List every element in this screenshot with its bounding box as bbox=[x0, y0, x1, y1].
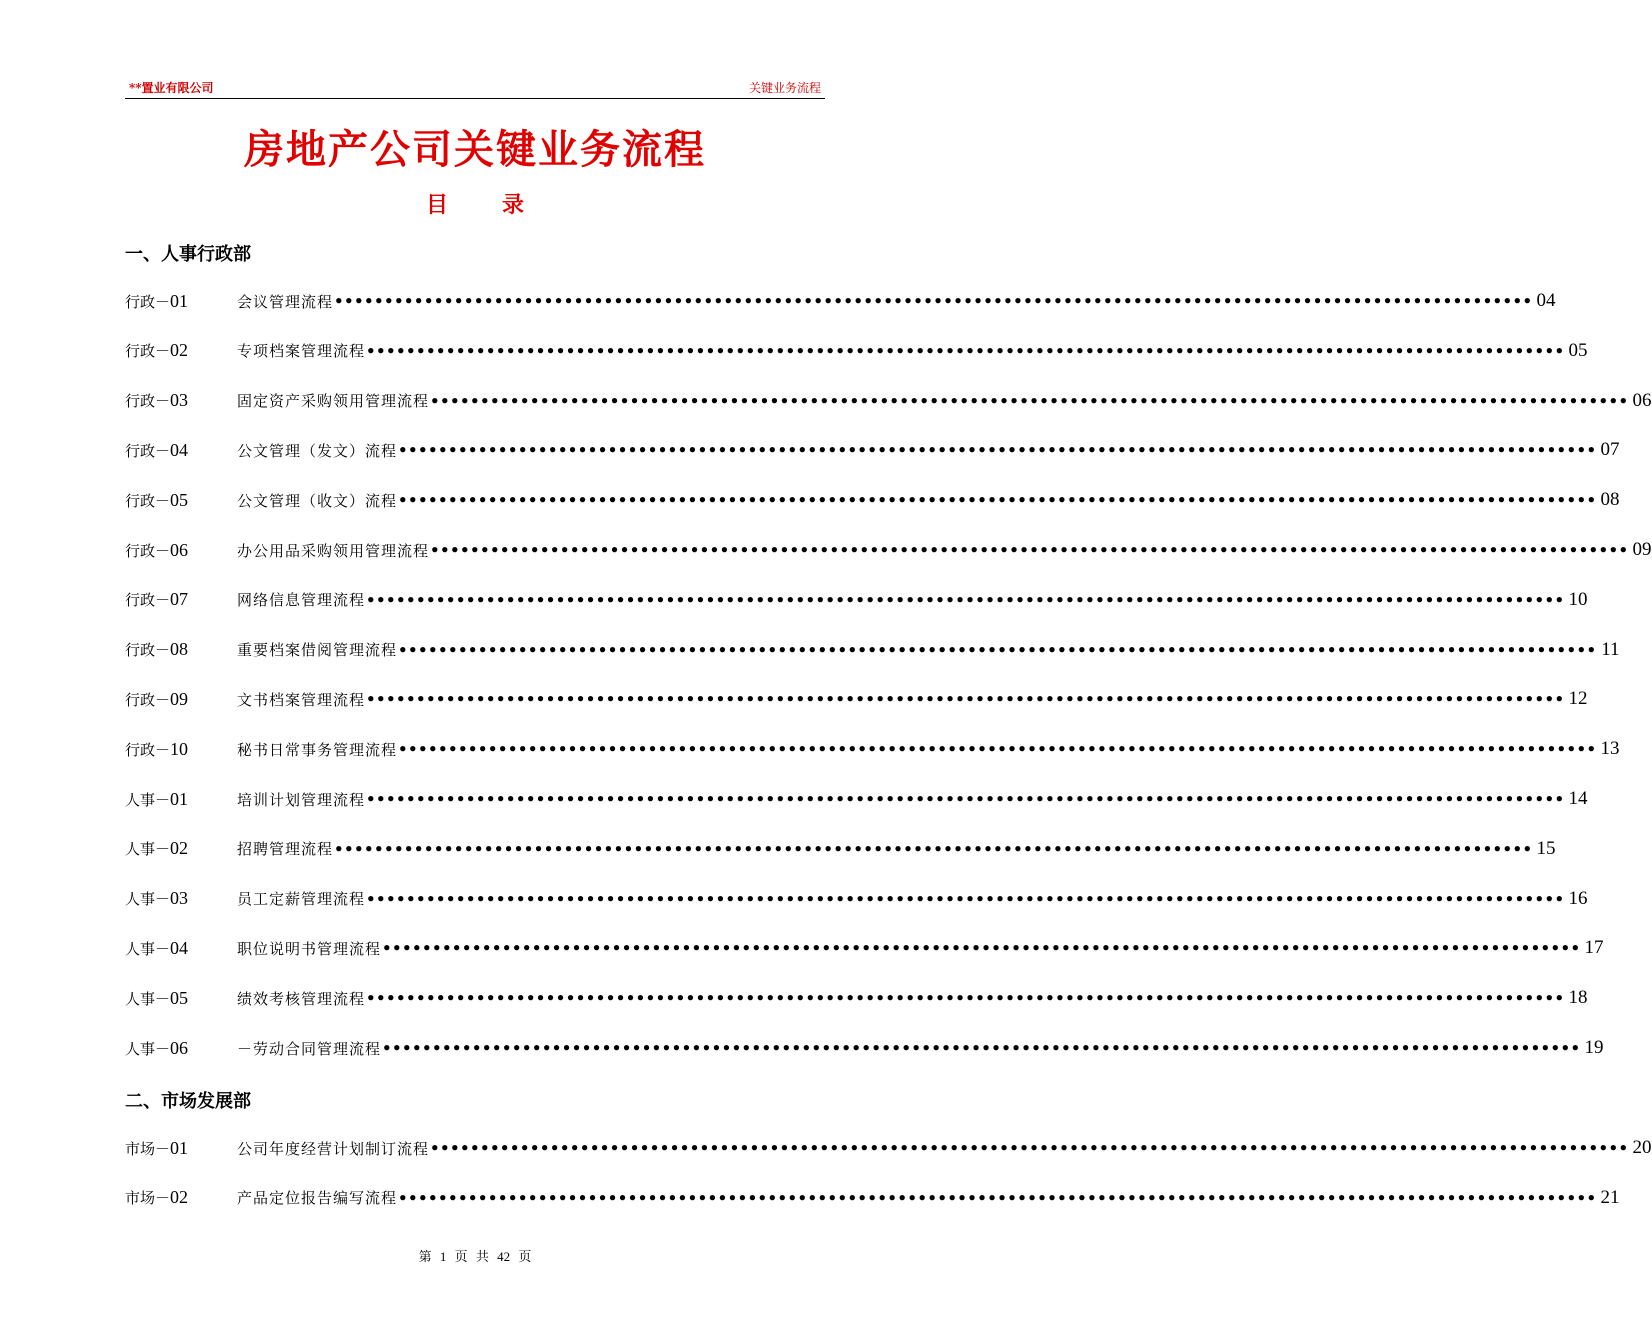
page-header bbox=[125, 76, 825, 99]
toc-entry-prefix: 人事－ bbox=[125, 890, 171, 909]
dot-leader: •••••••••••••••••••••••••••••••••••••••••••••••••••••••••••••••••••••••••••••••••••••••••••••••••••••••••••••••••••••••• bbox=[398, 1188, 1597, 1207]
toc-entry-code bbox=[125, 1138, 237, 1159]
toc-entry-number: 04 bbox=[170, 439, 189, 460]
toc-entry-title: 办公用品采购领用管理流程 bbox=[237, 541, 430, 560]
toc-entry-code bbox=[125, 1187, 237, 1208]
toc-entry-title: 文书档案管理流程 bbox=[237, 690, 366, 709]
toc-entry-page: 16 bbox=[1568, 887, 1588, 909]
toc-entry-number: 02 bbox=[170, 1187, 189, 1208]
toc-entry[interactable] bbox=[125, 887, 1588, 911]
toc-entry-title: 固定资产采购领用管理流程 bbox=[237, 392, 430, 411]
toc-entry-code bbox=[125, 988, 237, 1009]
toc-entry-title: 公文管理（收文）流程 bbox=[237, 491, 398, 510]
toc-entry-code bbox=[125, 589, 237, 610]
toc-entry-prefix: 人事－ bbox=[125, 939, 171, 958]
toc-entry-code bbox=[125, 390, 237, 411]
toc-entry-code bbox=[125, 838, 237, 859]
toc-entry-number: 05 bbox=[170, 987, 189, 1008]
toc-entry-page: 04 bbox=[1536, 290, 1556, 311]
dot-leader: •••••••••••••••••••••••••••••••••••••••••••••••••••••••••••••••••••••••••••••••••••••••••••••••••••••••••••••••••••••••• bbox=[398, 640, 1597, 659]
section-heading-hr-admin: 一、人事行政部 bbox=[125, 244, 251, 265]
section-heading-marketing: 二、市场发展部 bbox=[125, 1091, 251, 1112]
toc-entry-prefix: 人事－ bbox=[125, 989, 171, 1008]
toc-entry[interactable] bbox=[125, 1186, 1620, 1210]
toc-entry-title: 公司年度经营计划制订流程 bbox=[237, 1139, 430, 1158]
dot-leader: •••••••••••••••••••••••••••••••••••••••••••••••••••••••••••••••••••••••••••••••••••••••••••••••••••••••••••••••••••••••• bbox=[366, 889, 1565, 908]
toc-entry-code bbox=[125, 440, 237, 461]
toc-entry-title: 培训计划管理流程 bbox=[237, 790, 366, 809]
toc-entry-code bbox=[125, 739, 237, 760]
toc-entry[interactable] bbox=[125, 389, 1652, 413]
toc-entry[interactable] bbox=[125, 986, 1588, 1010]
toc-entry-title: 秘书日常事务管理流程 bbox=[237, 740, 398, 759]
toc-entry-page: 06 bbox=[1632, 389, 1652, 411]
toc-entry-page: 20 bbox=[1632, 1137, 1652, 1158]
toc-entry[interactable] bbox=[125, 339, 1588, 363]
document-title: 房地产公司关键业务流程 bbox=[244, 127, 706, 173]
toc-entry[interactable] bbox=[125, 1036, 1604, 1060]
toc-entry-page: 09 bbox=[1632, 539, 1652, 560]
toc-entry-code bbox=[125, 888, 237, 909]
toc-entry-prefix: 人事－ bbox=[125, 1039, 171, 1058]
toc-entry-prefix: 行政－ bbox=[125, 740, 171, 759]
toc-entry-prefix: 行政－ bbox=[125, 292, 171, 311]
toc-entry[interactable] bbox=[125, 837, 1556, 861]
toc-entry-number: 07 bbox=[170, 589, 189, 610]
dot-leader: •••••••••••••••••••••••••••••••••••••••••••••••••••••••••••••••••••••••••••••••••••••••••••••••••••••••••••••••••••••••• bbox=[398, 441, 1597, 460]
toc-entry-page: 13 bbox=[1600, 738, 1620, 760]
toc-entry-page: 12 bbox=[1568, 688, 1588, 710]
page-footer: 第 1 页 共 42 页 bbox=[418, 1249, 532, 1264]
toc-entry-title: 重要档案借阅管理流程 bbox=[237, 641, 398, 660]
toc-entry-prefix: 行政－ bbox=[125, 342, 171, 361]
toc-entry[interactable] bbox=[125, 538, 1652, 562]
toc-entry-code bbox=[125, 291, 237, 312]
dot-leader: •••••••••••••••••••••••••••••••••••••••••••••••••••••••••••••••••••••••••••••••••••••••••••••••••••••••••••••••••••••••• bbox=[366, 989, 1565, 1008]
company-name: **置业有限公司 bbox=[129, 81, 214, 95]
dot-leader: •••••••••••••••••••••••••••••••••••••••••••••••••••••••••••••••••••••••••••••••••••••••••••••••••••••••••••••••••••••••• bbox=[382, 939, 1581, 958]
toc-entry-page: 15 bbox=[1536, 837, 1556, 859]
dot-leader: •••••••••••••••••••••••••••••••••••••••••••••••••••••••••••••••••••••••••••••••••••••••••••••••••••••••••••••••••••••••• bbox=[334, 292, 1533, 310]
toc-entry-number: 01 bbox=[170, 788, 189, 809]
toc-entry-page: 08 bbox=[1600, 489, 1620, 511]
toc-entry[interactable] bbox=[125, 438, 1620, 462]
toc-entry[interactable] bbox=[125, 1136, 1652, 1160]
toc-entry-code bbox=[125, 639, 237, 660]
toc-entry-code bbox=[125, 490, 237, 511]
toc-entry-prefix: 市场－ bbox=[125, 1139, 171, 1158]
toc-entry-prefix: 行政－ bbox=[125, 392, 171, 411]
toc-entry-number: 10 bbox=[170, 738, 189, 759]
toc-entry-number: 03 bbox=[170, 390, 189, 411]
toc-entry-number: 01 bbox=[170, 1137, 189, 1158]
toc-entry-title: 会议管理流程 bbox=[237, 292, 334, 311]
toc-entry-number: 05 bbox=[170, 489, 189, 510]
toc-entry-prefix: 行政－ bbox=[125, 491, 171, 510]
dot-leader: •••••••••••••••••••••••••••••••••••••••••••••••••••••••••••••••••••••••••••••••••••••••••••••••••••••••••••••••••••••••• bbox=[366, 790, 1565, 808]
toc-entry-number: 01 bbox=[170, 290, 189, 311]
toc-entry-prefix: 行政－ bbox=[125, 641, 171, 660]
toc-entry[interactable] bbox=[125, 936, 1604, 960]
toc-heading: 目录 bbox=[425, 193, 578, 218]
toc-entry[interactable] bbox=[125, 488, 1620, 512]
toc-entry[interactable] bbox=[125, 737, 1620, 761]
dot-leader: •••••••••••••••••••••••••••••••••••••••••••••••••••••••••••••••••••••••••••••••••••••••••••••••••••••••••••••••••••••••• bbox=[430, 391, 1629, 410]
dot-leader: •••••••••••••••••••••••••••••••••••••••••••••••••••••••••••••••••••••••••••••••••••••••••••••••••••••••••••••••••••••••• bbox=[382, 1039, 1581, 1057]
toc-entry-title: 专项档案管理流程 bbox=[237, 342, 366, 361]
toc-entry-prefix: 行政－ bbox=[125, 591, 171, 610]
toc-entry-prefix: 行政－ bbox=[125, 541, 171, 560]
toc-entry[interactable] bbox=[125, 687, 1588, 711]
toc-entry-page: 21 bbox=[1600, 1186, 1620, 1208]
toc-entry-number: 02 bbox=[170, 838, 189, 859]
toc-entry-title: －劳动合同管理流程 bbox=[237, 1039, 382, 1058]
toc-entry-page: 05 bbox=[1568, 339, 1588, 361]
toc-entry-number: 06 bbox=[170, 539, 189, 560]
dot-leader: •••••••••••••••••••••••••••••••••••••••••••••••••••••••••••••••••••••••••••••••••••••••••••••••••••••••••••••••••••••••• bbox=[366, 341, 1565, 360]
toc-entry-prefix: 行政－ bbox=[125, 441, 171, 460]
toc-entry-page: 18 bbox=[1568, 987, 1588, 1009]
toc-entry-prefix: 行政－ bbox=[125, 690, 171, 709]
toc-entry-number: 02 bbox=[170, 340, 189, 361]
toc-entry-title: 公文管理（发文）流程 bbox=[237, 441, 398, 460]
dot-leader: •••••••••••••••••••••••••••••••••••••••••••••••••••••••••••••••••••••••••••••••••••••••••••••••••••••••••••••••••••••••• bbox=[398, 740, 1597, 759]
toc-entry-page: 07 bbox=[1600, 439, 1620, 461]
toc-entry[interactable] bbox=[125, 638, 1620, 662]
toc-entry-prefix: 市场－ bbox=[125, 1189, 171, 1208]
toc-entry-title: 网络信息管理流程 bbox=[237, 591, 366, 610]
dot-leader: •••••••••••••••••••••••••••••••••••••••••••••••••••••••••••••••••••••••••••••••••••••••••••••••••••••••••••••••••••••••• bbox=[366, 690, 1565, 709]
toc-entry[interactable] bbox=[125, 787, 1588, 811]
toc-entry-code bbox=[125, 340, 237, 361]
toc-entry[interactable] bbox=[125, 588, 1588, 612]
toc-entry[interactable] bbox=[125, 289, 1556, 313]
toc-entry-number: 03 bbox=[170, 888, 189, 909]
toc-entry-page: 17 bbox=[1584, 937, 1604, 959]
toc-entry-code bbox=[125, 938, 237, 959]
toc-entry-page: 14 bbox=[1568, 788, 1588, 809]
toc-entry-prefix: 人事－ bbox=[125, 790, 171, 809]
toc-entry-code bbox=[125, 789, 237, 810]
toc-entry-code bbox=[125, 689, 237, 710]
toc-entry-number: 06 bbox=[170, 1037, 189, 1058]
toc-entry-title: 产品定位报告编写流程 bbox=[237, 1189, 398, 1208]
toc-entry-title: 招聘管理流程 bbox=[237, 840, 334, 859]
toc-entry-page: 10 bbox=[1568, 588, 1588, 610]
toc-entry-page: 19 bbox=[1584, 1037, 1604, 1058]
toc-entry-number: 09 bbox=[170, 688, 189, 709]
toc-entry-code bbox=[125, 540, 237, 561]
toc-entry-number: 08 bbox=[170, 639, 189, 660]
toc-entry-number: 04 bbox=[170, 937, 189, 958]
header-doc-title: 关键业务流程 bbox=[748, 81, 821, 95]
toc-entry-prefix: 人事－ bbox=[125, 840, 171, 859]
toc-entry-title: 职位说明书管理流程 bbox=[237, 939, 382, 958]
dot-leader: •••••••••••••••••••••••••••••••••••••••••••••••••••••••••••••••••••••••••••••••••••••••••••••••••••••••••••••••••••••••• bbox=[334, 839, 1533, 858]
toc-entry-title: 绩效考核管理流程 bbox=[237, 989, 366, 1008]
toc-entry-page: 11 bbox=[1601, 638, 1620, 660]
dot-leader: •••••••••••••••••••••••••••••••••••••••••••••••••••••••••••••••••••••••••••••••••••••••••••••••••••••••••••••••••••••••• bbox=[398, 491, 1597, 510]
dot-leader: •••••••••••••••••••••••••••••••••••••••••••••••••••••••••••••••••••••••••••••••••••••••••••••••••••••••••••••••••••••••• bbox=[430, 541, 1629, 559]
toc-entry-code bbox=[125, 1038, 237, 1059]
dot-leader: •••••••••••••••••••••••••••••••••••••••••••••••••••••••••••••••••••••••••••••••••••••••••••••••••••••••••••••••••••••••• bbox=[430, 1139, 1629, 1157]
dot-leader: •••••••••••••••••••••••••••••••••••••••••••••••••••••••••••••••••••••••••••••••••••••••••••••••••••••••••••••••••••••••• bbox=[366, 590, 1565, 609]
toc-entry-title: 员工定薪管理流程 bbox=[237, 890, 366, 909]
